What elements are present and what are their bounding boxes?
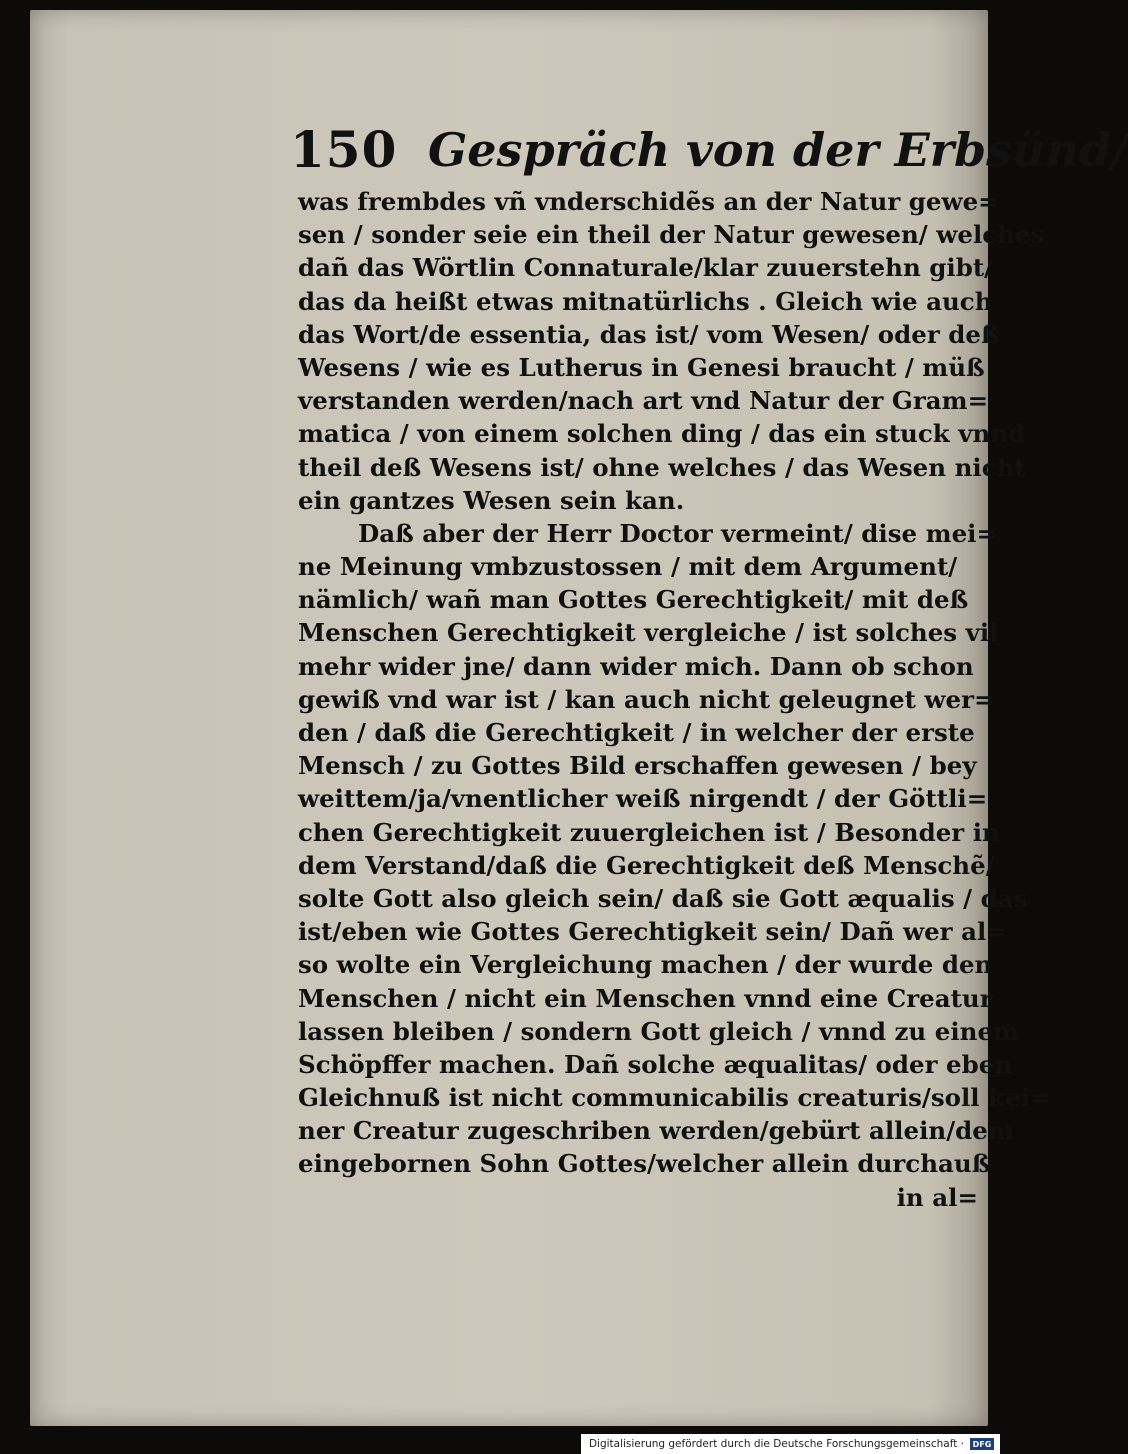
dfg-logo-icon: DFG bbox=[970, 1438, 994, 1450]
text-line: matica / von einem solchen ding / das ein stuck vnnd bbox=[298, 419, 1026, 449]
text-line: Wesens / wie es Lutherus in Genesi braucht / müß bbox=[298, 352, 985, 382]
text-line: mehr wider jne/ dann wider mich. Dann ob schon bbox=[298, 651, 974, 681]
text-line: dañ das Wörtlin Connaturale/klar zuuerstehn gibt/ bbox=[298, 253, 994, 283]
text-line: theil deß Wesens ist/ ohne welches / das Wesen nicht bbox=[298, 452, 1026, 482]
text-line: Gleichnuß ist nicht communicabilis creaturis/soll kei= bbox=[298, 1083, 1051, 1113]
text-line: eingebornen Sohn Gottes/welcher allein durchauß bbox=[298, 1149, 991, 1179]
running-title: Gespräch von der Erbsünd/ bbox=[428, 123, 1128, 177]
text-block bbox=[290, 115, 1128, 1214]
text-line: nämlich/ wañ man Gottes Gerechtigkeit/ mit deß bbox=[298, 585, 969, 615]
text-line: Menschen Gerechtigkeit vergleiche / ist solches vil bbox=[298, 618, 999, 648]
text-line: ner Creatur zugeschriben werden/gebürt allein/dem bbox=[298, 1116, 1014, 1146]
text-line: Mensch / zu Gottes Bild erschaffen gewesen / bey bbox=[298, 751, 977, 781]
page-number: 150 bbox=[290, 120, 398, 179]
text-line: sen / sonder seie ein theil der Natur gewesen/ welches bbox=[298, 220, 1045, 250]
text-line: ist/eben wie Gottes Gerechtigkeit sein/ Dañ wer al= bbox=[298, 917, 1007, 947]
text-line: weittem/ja/vnentlicher weiß nirgendt / der Göttli= bbox=[298, 784, 988, 814]
text-line: Menschen / nicht ein Menschen vnnd eine Creatur bbox=[298, 983, 993, 1013]
text-line: ne Meinung vmbzustossen / mit dem Argument/ bbox=[298, 552, 958, 582]
catchword: in al= bbox=[896, 1182, 978, 1212]
text-line: lassen bleiben / sondern Gott gleich / vnnd zu einem bbox=[298, 1016, 1019, 1046]
text-line: das da heißt etwas mitnatürlichs . Gleich wie auch bbox=[298, 286, 993, 316]
text-line: Daß aber der Herr Doctor vermeint/ dise mei= bbox=[358, 518, 997, 548]
text-line: gewiß vnd war ist / kan auch nicht geleugnet wer= bbox=[298, 684, 995, 714]
text-line: den / daß die Gerechtigkeit / in welcher der erste bbox=[298, 718, 975, 747]
text-line: verstanden werden/nach art vnd Natur der Gram= bbox=[298, 386, 989, 416]
text-line: solte Gott also gleich sein/ daß sie Gott æqualis / das bbox=[298, 883, 1028, 913]
text-line: chen Gerechtigkeit zuuergleichen ist / Besonder in bbox=[298, 817, 1000, 847]
text-line: das Wort/de essentia, das ist/ vom Wesen/ oder deß bbox=[298, 319, 1000, 349]
credit-text: Digitalisierung gefördert durch die Deutsche Forschungsgemeinschaft · bbox=[588, 1438, 964, 1450]
text-line: Schöpffer machen. Dañ solche æqualitas/ oder eben bbox=[298, 1049, 1013, 1079]
text-line: dem Verstand/daß die Gerechtigkeit deß Menschẽ/ bbox=[298, 850, 995, 880]
book-page bbox=[30, 10, 1128, 1426]
text-line: ein gantzes Wesen sein kan. bbox=[298, 485, 685, 515]
body-text bbox=[298, 185, 1051, 1181]
digitization-credit-banner bbox=[581, 1434, 1000, 1454]
text-line: so wolte ein Vergleichung machen / der wurde den bbox=[298, 950, 993, 980]
page-header bbox=[290, 115, 1128, 185]
text-line: was frembdes vñ vnderschidẽs an der Natur gewe= bbox=[298, 187, 999, 216]
